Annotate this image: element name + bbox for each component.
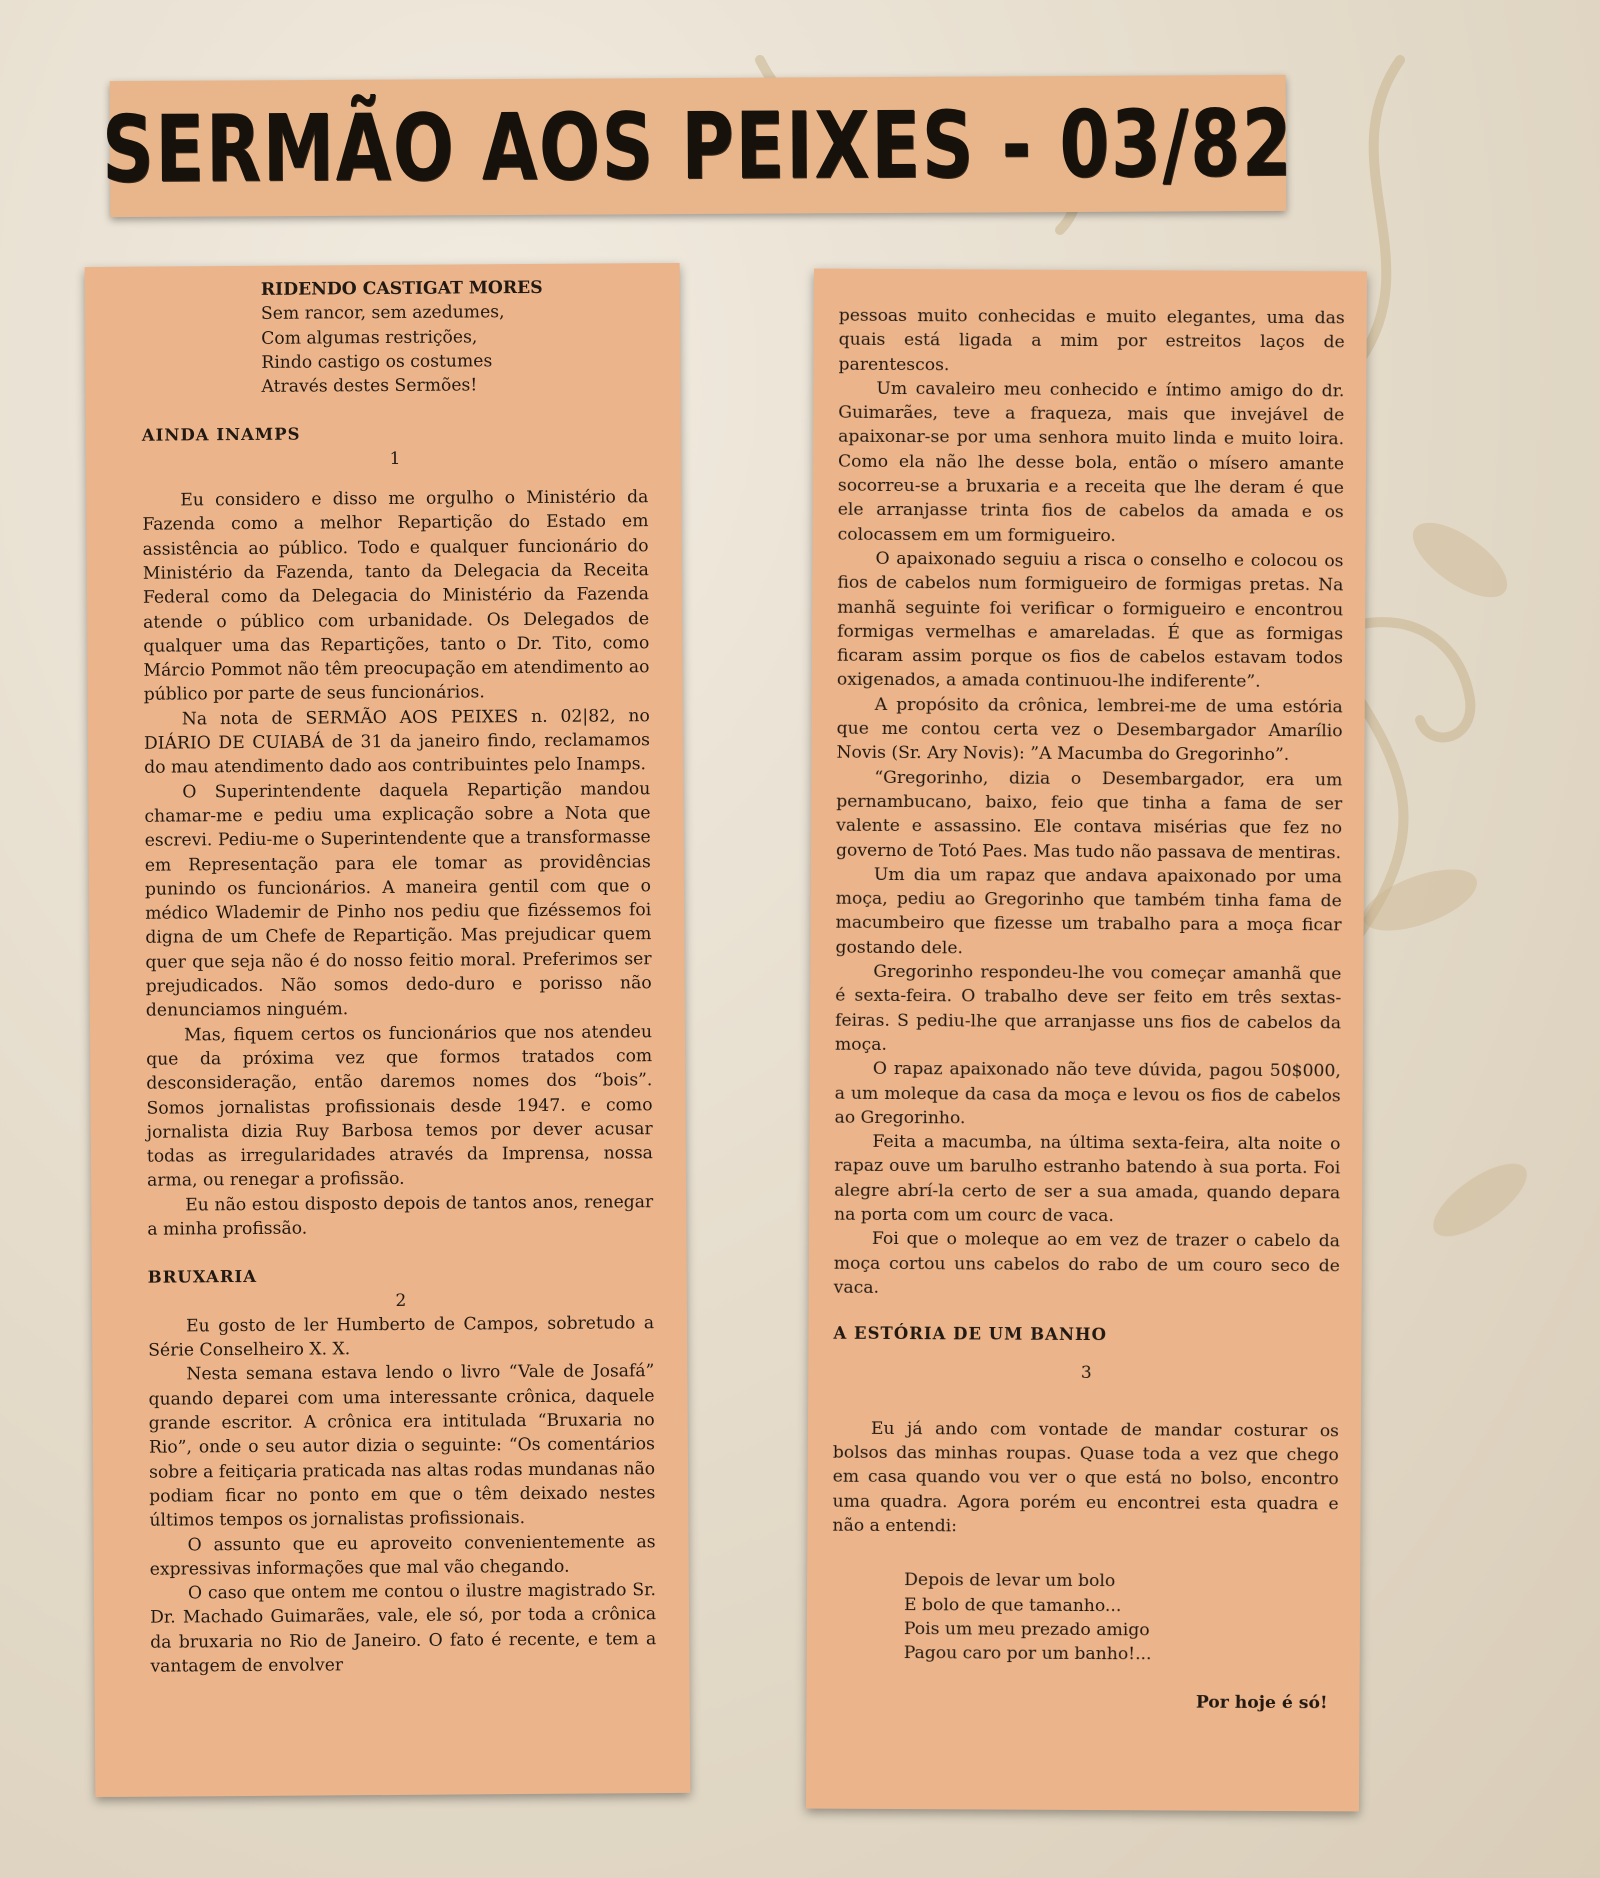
paragraph: Mas, fiquem certos os funcionários que nos atendeu que da próxima vez que formos tratados com desconsideração, então daremos nomes dos “bois”. Somos jornalistas profissionais desde 1947. e como jornalista dizia Ruy Barbosa temos por dever acusar todas as irregularidades através da Imprensa, nossa arma, ou renegar a profissão. [146, 1021, 653, 1192]
column-right [831, 304, 1344, 1716]
paragraph: Nesta semana estava lendo o livro “Vale de Josafá” quando deparei com uma interessante crônica, daquele grande escritor. A crônica era intitulada “Bruxaria no Rio”, onde o seu autor dizia o seguinte: “Os comentários sobre a feitiçaria praticada nas altas rodas mundanas não podiam ficar no ponto em que o têm deixado nestes últimos tempos os jornalistas profissionais. [148, 1361, 656, 1531]
paragraph: O caso que ontem me contou o ilustre magistrado Sr. Dr. Machado Guimarães, vale, ele só, por toda a crônica da bruxaria no Rio de Janeiro. O fato é recente, e tem a vantagem de envolver [150, 1580, 657, 1677]
paragraph: Eu já ando com vontade de mandar costurar os bolsos das minhas roupas. Quase toda a vez que chego em casa quando vou ver o que está no bolso, encontro uma quadra. Agora porém eu encontrei esta quadra e não a entendi: [832, 1418, 1340, 1537]
section-number: 3 [1080, 1363, 1092, 1384]
motto-line: Sem rancor, sem azedumes, [260, 302, 505, 325]
poem-line: Pagou caro por um banho!... [903, 1643, 1152, 1665]
paragraph: Eu considero e disso me orgulho o Ministério da Fazenda como a melhor Repartição do Estado em assistência ao público. Todo e qualquer funcionário do Ministério da Fazenda, tanto da Delegacia da Receita Federal como da Delegacia do Ministério da Fazenda atende o público com urbanidade. Os Delegados de qualquer uma das Repartições, tanto o Dr. Tito, como Márcio Pommot não têm preocupação em atendimento ao público por parte de seus funcionários. [142, 487, 650, 706]
motto-line: Com algumas restrições, [261, 326, 478, 349]
paragraph: pessoas muito conhecidas e muito elegantes, uma das quais está ligada a mim por estreitos laços de parentescos. [838, 305, 1345, 375]
paragraph: Eu gosto de ler Humberto de Campos, sobretudo a Série Conselheiro X. X. [148, 1313, 655, 1361]
paragraph: Feita a macumba, na última sexta-feira, alta noite o rapaz ouve um barulho estranho batendo à sua porta. Foi alegre abrí-la certo de ser a sua amada, quando depara na porta com um courc de vaca. [834, 1131, 1341, 1227]
paragraph: Gregorinho respondeu-lhe vou começar amanhã que é sexta-feira. O trabalho deve ser feito em três sextas-feiras. S pediu-lhe que arranjasse uns fios de cabelos da moça. [834, 961, 1342, 1055]
paragraph: “Gregorinho, dizia o Desembargador, era um pernambucano, baixo, feio que tinha a fama de ser valente e assassino. Ele contava misérias que fez no governo de Totó Paes. Mas tudo não passava de mentiras. [835, 767, 1343, 863]
poem-line: Pois um meu prezado amigo [903, 1618, 1150, 1641]
poem-line: E bolo de que tamanho... [903, 1594, 1122, 1616]
section-number: 2 [395, 1290, 407, 1311]
motto [261, 275, 648, 399]
paragraph: O assunto que eu aproveito convenientemente as expressivas informações que mal vão chegando. [149, 1531, 656, 1580]
page-title: SERMÃO AOS PEIXES - 03/82 [102, 89, 1294, 203]
motto-line: Rindo castigo os costumes [261, 351, 493, 373]
section-heading-bruxaria: BRUXARIA [147, 1267, 258, 1287]
motto-heading: RIDENDO CASTIGAT MORES [260, 277, 543, 300]
paragraph: Na nota de SERMÃO AOS PEIXES n. 02|82, no DIÁRIO DE CUIABÁ de 31 da janeiro findo, reclamamos do mau atendimento dado aos contribuintes pelo Inamps. [143, 705, 651, 779]
section-heading-inamps: AINDA INAMPS [141, 425, 301, 446]
section-number: 1 [389, 448, 401, 469]
newspaper-clipping-right [806, 269, 1367, 1812]
quatrain [904, 1568, 1339, 1667]
poem-line: Depois de levar um bolo [904, 1570, 1116, 1592]
column-left [141, 275, 657, 1679]
motto-line: Através destes Sermões! [261, 375, 478, 398]
paragraph: Eu não estou disposto depois de tantos anos, renegar a minha profissão. [147, 1191, 654, 1240]
newspaper-clipping-left [85, 263, 691, 1797]
paragraph: Um dia um rapaz que andava apaixonado por uma moça, pediu ao Gregorinho que também tinha fama de macumbeiro que fizesse um trabalho para a moça ficar gostando dele. [835, 864, 1342, 959]
paragraph: O Superintendente daquela Repartição mandou chamar-me e pediu uma explicação sobre a Nota que escrevi. Pediu-me o Superintendente que a transformasse em Representação para ele tomar as providências punindo os funcionários. A maneira gentil com que o médico Wlademir de Pinho nos pediu que fizéssemos foi digna de um Chefe de Repartição. Mas prejudicar quem quer que seja não é do nosso feitio moral. Preferimos ser prejudicados. Não somos dedo-duro e porisso não denunciamos ninguém. [144, 778, 652, 1021]
signoff: Por hoje é só! [1195, 1693, 1328, 1714]
paragraph: A propósito da crônica, lembrei-me de uma estória que me contou certa vez o Desembargador Amarílio Novis (Sr. Ary Novis): ”A Macumba do Gregorinho”. [836, 694, 1343, 766]
masthead-banner [102, 75, 1294, 217]
paragraph: Um cavaleiro meu conhecido e íntimo amigo do dr. Guimarães, teve a fraqueza, mais que invejável de apaixonar-se por uma senhora muito linda e muito loira. Como ela não lhe desse bola, então o mísero amante socorreu-se a bruxaria e a receita que lhe deram é que ele arranjasse trinta fios de cabelos da amada e os colocassem em um formigueiro. [837, 378, 1345, 546]
paragraph: O apaixonado seguiu a risca o conselho e colocou os fios de cabelos num formigueiro de formigas pretas. Na manhã seguinte foi verificar o formigueiro e encontrou formigas vermelhas e amareladas. É que as formigas ficaram assim porque os fios de cabelos estavam todos oxigenados, a amada continuou-lhe indiferente”. [836, 548, 1344, 693]
paragraph: Foi que o moleque ao em vez de trazer o cabelo da moça cortou uns cabelos do rabo de um couro seco de vaca. [833, 1229, 1341, 1298]
paragraph: O rapaz apaixonado não teve dúvida, pagou 50$000, a um moleque da casa da moça e levou os fios de cabelos ao Gregorinho. [834, 1059, 1341, 1129]
section-heading-estoria-banho: A ESTÓRIA DE UM BANHO [833, 1323, 1108, 1345]
